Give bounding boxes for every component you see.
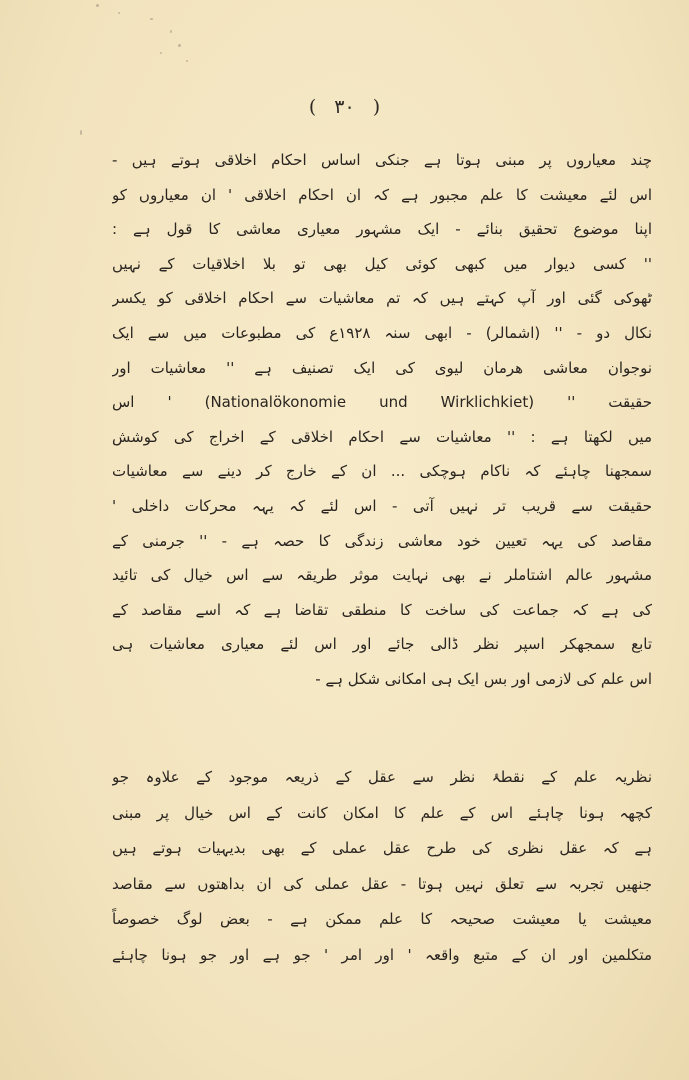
text-line: حقیقت '' (Nationalökonomie und Wirklichkiet) ' اس bbox=[112, 393, 652, 412]
text-line: متکلمین اور ان کے متبع واقعہ ' اور امر ' جو ہے اور جو ہونا چاہئے bbox=[112, 945, 652, 964]
text-line: کچھہ ہونا چاہئے اس کے علم کا امکان کانت کے اس خیال پر مبنی bbox=[112, 803, 652, 822]
print-speckle bbox=[178, 44, 181, 47]
text-line: چند معیاروں پر مبنی ہوتا ہے جنکی اساس احکام اخلاقی ہوتے ہیں - bbox=[112, 151, 652, 169]
text-line: مقاصد کی یہہ تعیین خود معاشی زندگی کا حصہ ہے - '' جرمنی کے bbox=[112, 531, 652, 550]
text-line: اس لئے معیشت کا علم مجبور ہے کہ ان احکام اخلاقی ' ان معیاروں کو bbox=[112, 185, 652, 204]
page-number-value: ۳۰ bbox=[334, 96, 355, 118]
text-line: مشہور عالم اشتاملر نے بھی نہایت موثر طریقہ سے اس خیال کی تائید bbox=[112, 566, 652, 585]
text-line: تابع سمجھکر اسپر نظر ڈالی جائے اور اس لئے معیاری معاشیات ہی bbox=[112, 635, 652, 654]
text-line: اپنا موضوع تحقیق بنائے - ایک مشہور معیاری معاشی کا قول ہے : bbox=[112, 220, 652, 239]
text-line: جنھیں تجربہ سے تعلق نہیں ہوتا - عقل عملی کی ان بداهتوں سے مقاصد bbox=[112, 874, 652, 893]
text-line: نظریہ علم کے نقطۂ نظر سے عقل کے ذریعہ موجود کے علاوہ جو bbox=[112, 768, 652, 786]
print-speckle bbox=[80, 130, 82, 135]
text-line: '' کسی دیوار میں کبھی کوئی کیل بھی تو بلا اخلاقیات کے نہیں bbox=[112, 254, 652, 273]
print-speckle bbox=[150, 18, 153, 20]
text-line: کی ہے کہ جماعت کی ساخت کا منطقی تقاضا ہے کہ اسے مقاصد کے bbox=[112, 600, 652, 619]
print-speckle bbox=[96, 4, 99, 7]
text-line: معیشت یا معیشت صحیحہ کا علم ممکن ہے - بعض لوگ خصوصاً bbox=[112, 910, 652, 928]
print-speckle bbox=[186, 60, 188, 62]
text-line: نکال دو - '' (اشمالر) - ابھی سنہ ۱۹۲۸ع کی مطبوعات میں سے ایک bbox=[112, 323, 652, 342]
paragraph-2 bbox=[112, 760, 652, 973]
page-number-close-paren: ) bbox=[372, 96, 381, 118]
text-line: اس علم کی لازمی اور بس ایک ہی امکانی شکل ہے - bbox=[315, 669, 652, 688]
print-speckle bbox=[160, 52, 162, 54]
page-number-open-paren: ( bbox=[308, 96, 317, 118]
text-line: میں لکھتا ہے : '' معاشیات سے احکام اخلاقی کے اخراج کی کوشش bbox=[112, 427, 652, 446]
text-line: نوجوان معاشی هرمان لیوی کی ایک تصنیف ہے '' معاشیات اور bbox=[112, 358, 652, 377]
print-speckle bbox=[118, 12, 120, 14]
paragraph-1 bbox=[112, 143, 652, 697]
text-line: ٹھوکی گئی اور آپ کہتے ہیں کہ تم معاشیات سے احکام اخلاقی کو یکسر bbox=[112, 289, 652, 308]
text-line: ہے کہ عقل نظری کی طرح عقل عملی کے بھی بدیہیات ہوتے ہیں bbox=[112, 839, 652, 857]
text-line: سمجھنا چاہئے کہ ناکام ہوچکی ... ان کے خارج کر دینے سے معاشیات bbox=[112, 462, 652, 481]
print-speckle bbox=[170, 30, 172, 33]
page-number bbox=[0, 96, 689, 118]
text-line: حقیقت سے قریب تر نہیں آتی - اس لئے کہ یہہ محرکات داخلی ' bbox=[112, 496, 652, 515]
